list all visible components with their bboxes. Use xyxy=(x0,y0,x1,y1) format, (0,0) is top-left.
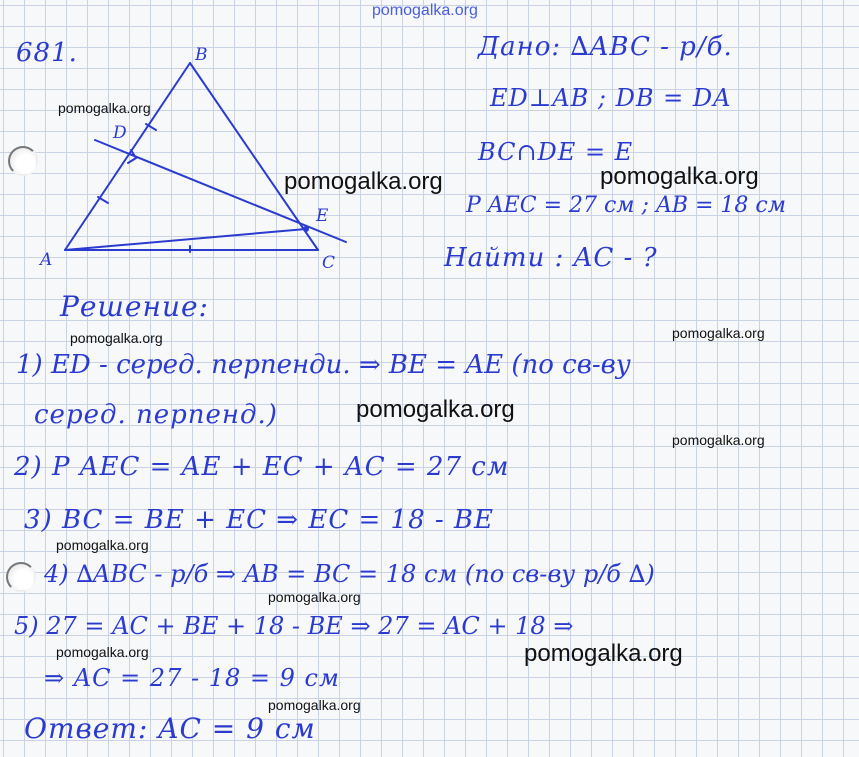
site-watermark-top[interactable]: pomogalka.org xyxy=(372,2,478,19)
solution-step-2: 2) P AEC = AE + EC + AC = 27 см xyxy=(14,452,510,482)
given-line-2: BC∩DE = E xyxy=(478,138,634,166)
watermark: pomogalka.org xyxy=(70,330,163,346)
solution-step-1a: 1) ED - серед. перпенди. ⇒ BE = AE (по св-ву xyxy=(16,350,631,380)
solution-step-1b: серед. перпенд.) xyxy=(34,400,278,430)
solution-step-3: 3) BC = BE + EC ⇒ EC = 18 - BE xyxy=(24,505,495,535)
label-c: C xyxy=(322,253,336,273)
problem-number: 681. xyxy=(16,38,78,68)
given-find: Найти : AC - ? xyxy=(444,243,658,273)
segment-ae xyxy=(65,229,306,250)
watermark: pomogalka.org xyxy=(268,697,361,713)
given-header: Дано: ∆ABC - р/б. xyxy=(478,32,733,62)
watermark: pomogalka.org xyxy=(284,168,443,195)
label-b: B xyxy=(195,45,208,65)
solution-answer: Ответ: AC = 9 см xyxy=(24,712,316,745)
solution-step-4: 4) ∆ABC - р/б ⇒ AB = BC = 18 см (по св-ву р/б ∆) xyxy=(44,560,655,588)
given-line-3: P AEC = 27 см ; AB = 18 см xyxy=(466,193,786,218)
watermark: pomogalka.org xyxy=(56,644,149,660)
solution-step-5a: 5) 27 = AC + BE + 18 - BE ⇒ 27 = AC + 18 ⇒ xyxy=(14,612,574,640)
watermark: pomogalka.org xyxy=(356,396,515,423)
right-angle-mark xyxy=(128,150,136,163)
given-line-1: ED⊥AB ; DB = DA xyxy=(490,84,732,112)
label-e: E xyxy=(316,206,329,226)
point-e-dot xyxy=(303,226,309,232)
watermark: pomogalka.org xyxy=(600,163,759,190)
watermark: pomogalka.org xyxy=(268,589,361,605)
watermark: pomogalka.org xyxy=(58,100,151,116)
watermark: pomogalka.org xyxy=(56,537,149,553)
solution-header: Решение: xyxy=(60,290,209,323)
side-ab xyxy=(65,63,190,250)
solution-step-5b: ⇒ AC = 27 - 18 = 9 см xyxy=(44,664,340,692)
watermark: pomogalka.org xyxy=(672,432,765,448)
watermark: pomogalka.org xyxy=(524,640,683,667)
label-a: A xyxy=(40,250,53,270)
watermark: pomogalka.org xyxy=(672,325,765,341)
label-d: D xyxy=(113,123,127,143)
